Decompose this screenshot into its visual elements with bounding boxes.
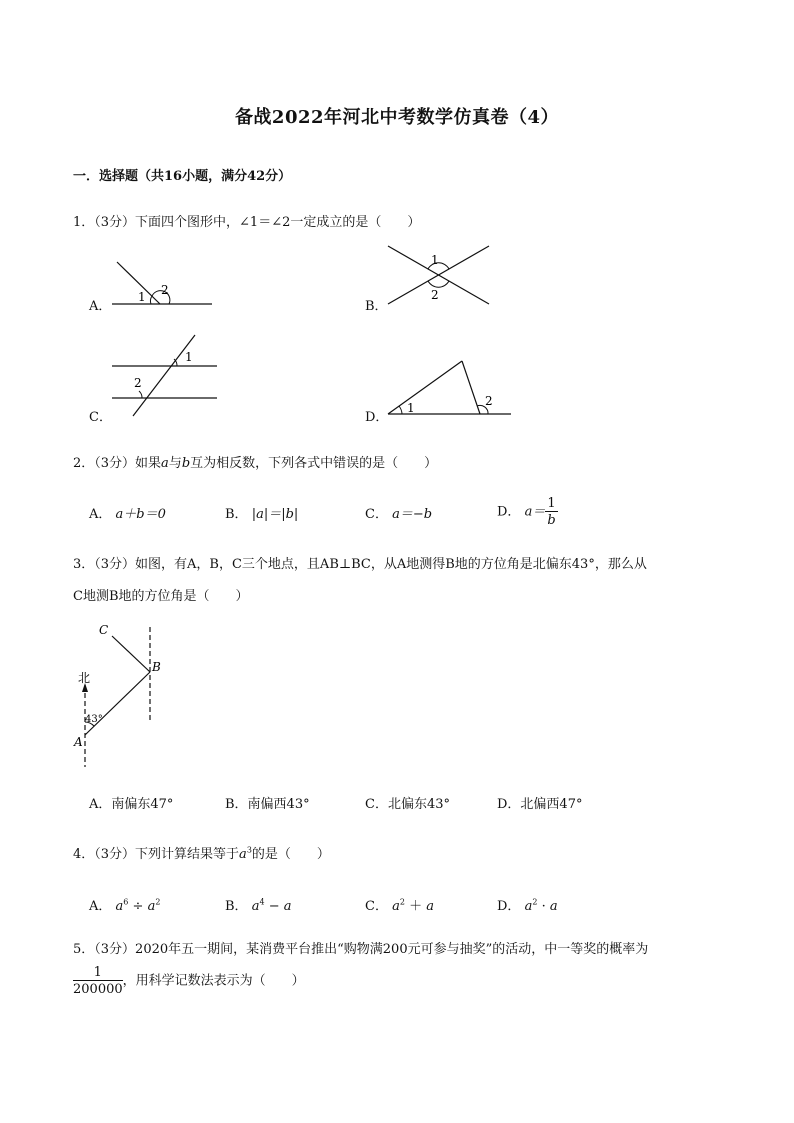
q1-figure-c [105,332,225,422]
q1-option-b-label: B． [365,299,388,314]
q3-north-label: 北 [78,671,91,685]
q2-option-c: C． a＝−b [365,507,433,522]
q1a-angle-1: 1 [138,290,146,304]
question-4-stem: 4．（3分）下列计算结果等于$a^3$的是（ ） [73,845,330,862]
q3-point-a: A [74,735,83,749]
q3-option-d: D．北偏西47° [497,797,583,812]
q3-option-c: C．北偏东43° [365,797,450,812]
question-1-stem: 1．（3分）下面四个图形中，∠1＝∠2一定成立的是（ ） [73,215,421,230]
q1c-angle-2: 2 [134,376,142,390]
q1d-angle-2: 2 [485,394,493,408]
question-5-line-1: 5．（3分）2020年五一期间，某消费平台推出“购物满200元可参与抽奖”的活动，中一等奖的概率为 [73,942,649,957]
q1-option-a-label: A． [89,299,112,314]
q1a-angle-2: 2 [161,283,169,297]
q2-var-a: a [161,456,169,471]
question-3-line-2: C地测B地的方位角是（ ） [73,589,249,604]
q1-option-d-label: D． [365,410,389,425]
q4-option-b: B． $a^4 - a$ [225,897,292,914]
q2-option-d: D． a＝ $\frac{1}{b}$ [497,496,556,528]
section-heading: 一．选择题（共16小题，满分42分） [73,169,292,184]
q1-figure-a [100,250,220,315]
q1c-angle-1: 1 [185,350,193,364]
q1-option-c-label: C． [89,410,112,425]
q1b-angle-1: 1 [431,253,439,267]
q5-fraction-numerator: 1 [73,966,123,981]
q5-fraction-denominator: 200000 [73,982,123,997]
question-3-line-1: 3．（3分）如图，有A，B，C三个地点，且AB⊥BC，从A地测得B地的方位角是北偏东43°，那么从 [73,557,647,572]
q4-option-d: D． $a^2 \cdot a$ [497,897,558,914]
q3-option-b: B．南偏西43° [225,797,310,812]
q3-option-a: A．南偏东47° [89,797,174,812]
q1b-angle-2: 2 [431,288,439,302]
page-title: 备战2022年河北中考数学仿真卷（4） [234,107,560,128]
q2-var-b: b [181,456,191,471]
question-5-line-2: $\frac{1}{200000}$ ，用科学记数法表示为（ ） [73,965,305,997]
q2-option-a: A． a＋b＝0 [89,507,166,522]
q4-option-c: C． $a^2 + a$ [365,897,435,914]
question-2-stem: 2．（3分）如果a与b互为相反数，下列各式中错误的是（ ） [73,456,438,471]
q1-figure-d [385,358,515,420]
q3-figure [70,615,170,775]
q1d-angle-1: 1 [407,401,415,415]
q2-option-b: B． |a|＝|b| [225,507,299,522]
q3-point-b: B [152,660,161,674]
q4-option-a: A． $a^6 \div a^2$ [89,897,161,914]
q1-figure-b [385,242,495,312]
q3-angle-label: 43° [85,714,103,725]
q3-point-c: C [99,623,109,637]
